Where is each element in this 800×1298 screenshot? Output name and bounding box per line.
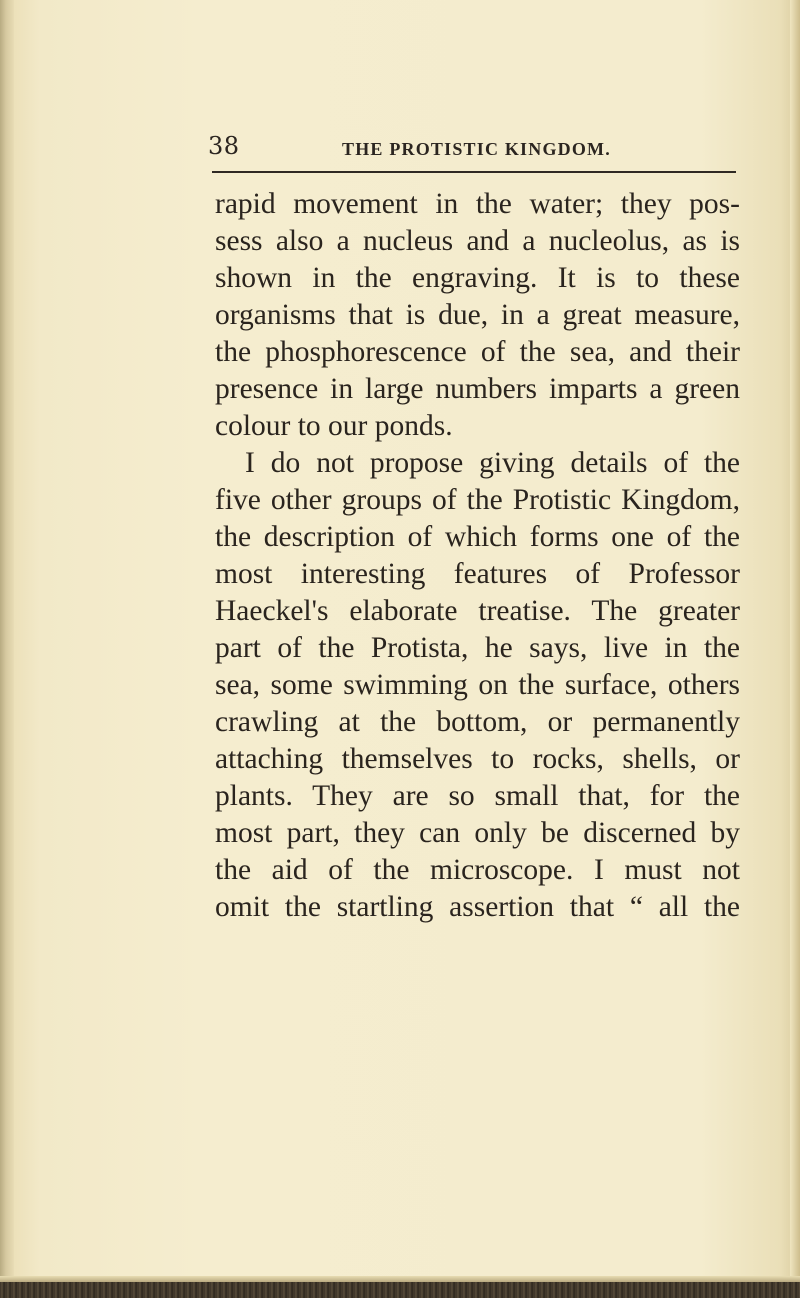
page-right-edge — [790, 0, 800, 1298]
page-number: 38 — [208, 132, 240, 160]
text-line: shown in the engraving. It is to these — [215, 262, 740, 294]
page-bottom-edge — [0, 1282, 800, 1298]
text-line: the description of which forms one of the — [215, 521, 740, 553]
running-head: THE PROTISTIC KINGDOM. — [342, 139, 611, 159]
text-line: presence in large numbers imparts a green — [215, 373, 740, 405]
text-line: sea, some swimming on the surface, others — [215, 669, 740, 701]
text-line: the phosphorescence of the sea, and their — [215, 336, 740, 368]
text-line: most part, they can only be discerned by — [215, 817, 740, 849]
text-line: most interesting features of Professor — [215, 558, 740, 590]
text-line: organisms that is due, in a great measure, — [215, 299, 740, 331]
text-line: part of the Protista, he says, live in the — [215, 632, 740, 664]
text-line: colour to our ponds. — [215, 410, 453, 442]
text-line: the aid of the microscope. I must not — [215, 854, 740, 886]
body-text — [215, 186, 740, 926]
header-rule — [212, 171, 736, 173]
text-line: attaching themselves to rocks, shells, or — [215, 743, 740, 775]
text-line: rapid movement in the water; they pos- — [215, 188, 740, 220]
text-line: Haeckel's elaborate treatise. The greater — [215, 595, 740, 627]
text-line: plants. They are so small that, for the — [215, 780, 740, 812]
text-line: crawling at the bottom, or permanently — [215, 706, 740, 738]
text-line: five other groups of the Protistic Kingdom, — [215, 484, 740, 516]
paragraph-start-line: I do not propose giving details of the — [245, 447, 740, 479]
text-line: sess also a nucleus and a nucleolus, as is — [215, 225, 740, 257]
text-line: omit the startling assertion that “ all the — [215, 891, 740, 923]
page-spine-edge — [0, 0, 14, 1298]
